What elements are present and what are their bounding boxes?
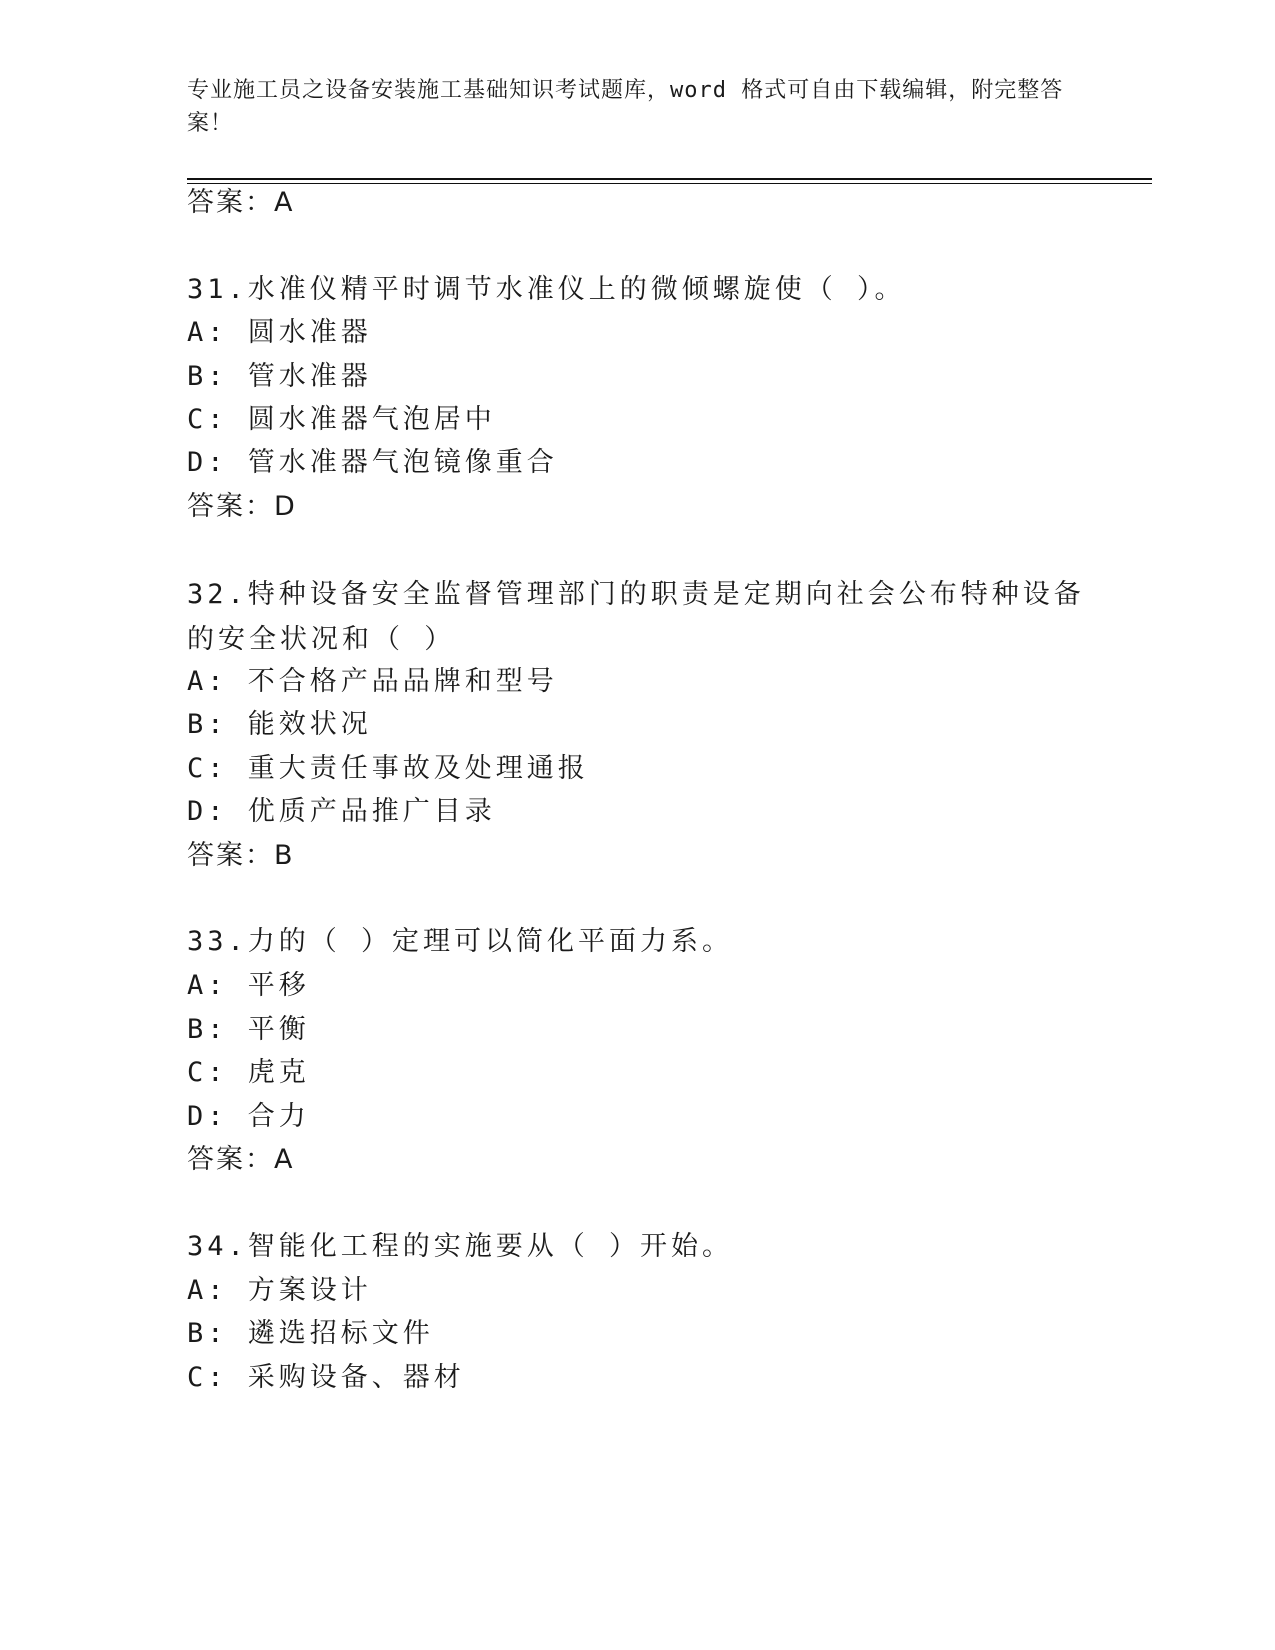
answer-line: 答案：B bbox=[187, 840, 295, 871]
answer-line: 答案：D bbox=[187, 491, 297, 522]
header-rule-thin bbox=[187, 183, 1152, 184]
document-header: 专业施工员之设备安装施工基础知识考试题库，word 格式可自由下载编辑，附完整答案！ bbox=[187, 78, 1064, 136]
option-d: D: 合力 bbox=[187, 1101, 310, 1132]
option-b: B: 能效状况 bbox=[187, 709, 372, 740]
option-d: D: 优质产品推广目录 bbox=[187, 796, 496, 827]
question-stem: 32.特种设备安全监督管理部门的职责是定期向社会公布特种设备的安全状况和（ ） bbox=[187, 579, 1085, 655]
question-stem: 33.力的（ ）定理可以简化平面力系。 bbox=[187, 926, 734, 957]
header-rule-thick bbox=[187, 178, 1152, 180]
option-d: D: 管水准器气泡镜像重合 bbox=[187, 447, 558, 478]
option-a: A: 不合格产品品牌和型号 bbox=[187, 666, 558, 697]
option-b: B: 遴选招标文件 bbox=[187, 1318, 434, 1349]
option-c: C: 重大责任事故及处理通报 bbox=[187, 753, 589, 784]
answer-line: 答案：A bbox=[187, 1144, 295, 1175]
question-stem: 31.水准仪精平时调节水准仪上的微倾螺旋使（ ）。 bbox=[187, 274, 906, 305]
option-c: C: 圆水准器气泡居中 bbox=[187, 404, 496, 435]
option-b: B: 管水准器 bbox=[187, 361, 372, 392]
option-c: C: 虎克 bbox=[187, 1057, 310, 1088]
question-stem: 34.智能化工程的实施要从（ ）开始。 bbox=[187, 1231, 734, 1262]
option-c: C: 采购设备、器材 bbox=[187, 1362, 465, 1393]
option-b: B: 平衡 bbox=[187, 1014, 310, 1045]
option-a: A: 方案设计 bbox=[187, 1275, 372, 1306]
option-a: A: 圆水准器 bbox=[187, 317, 372, 348]
answer-line: 答案：A bbox=[187, 187, 295, 218]
option-a: A: 平移 bbox=[187, 970, 310, 1001]
